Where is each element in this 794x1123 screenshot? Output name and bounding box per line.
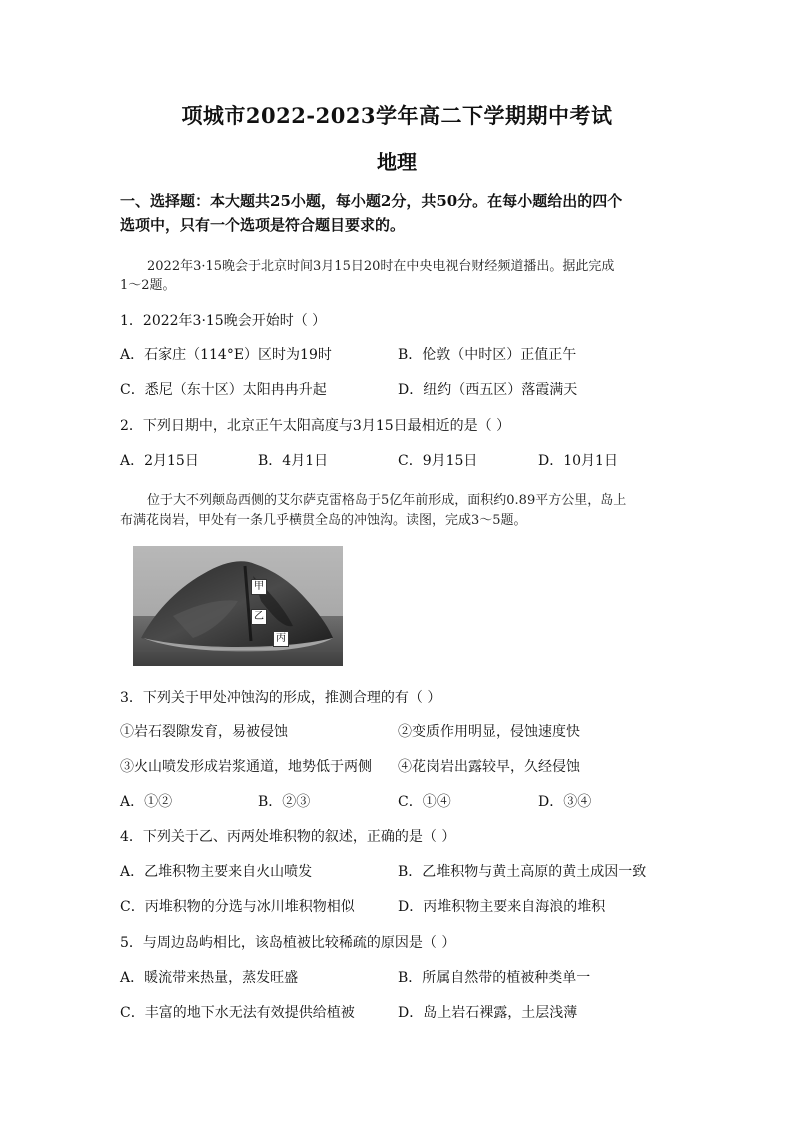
intro1-line2: 1～2题。 — [120, 278, 176, 293]
q1-option-c: C．悉尼（东十区）太阳冉冉升起 — [120, 382, 327, 398]
q5-stem: 5．与周边岛屿相比，该岛植被比较稀疏的原因是（ ） — [120, 935, 456, 951]
q3-statement-2: ②变质作用明显，侵蚀速度快 — [398, 724, 580, 740]
q1-stem: 1．2022年3·15晚会开始时（ ） — [120, 313, 327, 329]
q3-stem: 3．下列关于甲处冲蚀沟的形成，推测合理的有（ ） — [120, 690, 442, 706]
q4-option-b: B．乙堆积物与黄土高原的黄土成因一致 — [398, 864, 647, 880]
island-illustration — [133, 546, 343, 666]
q3-option-a: A．①② — [120, 794, 173, 810]
q5-option-c: C．丰富的地下水无法有效提供给植被 — [120, 1005, 355, 1021]
q2-stem: 2．下列日期中，北京正午太阳高度与3月15日最相近的是（ ） — [120, 418, 511, 434]
q3-option-c: C．①④ — [398, 794, 451, 810]
label-bing: 丙 — [273, 631, 289, 647]
section-heading-line2: 选项中，只有一个选项是符合题目要求的。 — [120, 216, 406, 234]
q3-option-d: D．③④ — [538, 794, 592, 810]
subject-title: 地理 — [377, 150, 417, 174]
intro2-line2: 布满花岗岩，甲处有一条几乎横贯全岛的冲蚀沟。读图，完成3～5题。 — [120, 513, 527, 528]
exam-title: 项城市2022-2023学年高二下学期期中考试 — [181, 103, 613, 128]
q1-option-a: A．石家庄（114°E）区时为19时 — [120, 347, 332, 363]
q4-option-d: D．丙堆积物主要来自海浪的堆积 — [398, 899, 606, 915]
q3-option-b: B．②③ — [258, 794, 311, 810]
intro2-line1: 位于大不列颠岛西侧的艾尔萨克雷格岛于5亿年前形成，面积约0.89平方公里，岛上 — [147, 493, 627, 508]
island-photo — [133, 546, 343, 666]
q5-option-a: A．暖流带来热量，蒸发旺盛 — [120, 970, 299, 986]
q5-option-b: B．所属自然带的植被种类单一 — [398, 970, 591, 986]
intro1-line1: 2022年3·15晚会于北京时间3月15日20时在中央电视台财经频道播出。据此完成 — [147, 259, 615, 274]
q1-option-d: D．纽约（西五区）落霞满天 — [398, 382, 578, 398]
q3-statement-4: ④花岗岩出露较早，久经侵蚀 — [398, 759, 580, 775]
q2-option-a: A．2月15日 — [120, 453, 199, 469]
section-heading-line1: 一、选择题：本大题共25小题，每小题2分，共50分。在每小题给出的四个 — [120, 192, 623, 210]
q2-option-c: C．9月15日 — [398, 453, 478, 469]
q2-option-b: B．4月1日 — [258, 453, 329, 469]
q2-option-d: D．10月1日 — [538, 453, 618, 469]
q4-stem: 4．下列关于乙、丙两处堆积物的叙述，正确的是（ ） — [120, 829, 456, 845]
label-jia: 甲 — [251, 579, 267, 595]
q3-statement-3: ③火山喷发形成岩浆通道，地势低于两侧 — [120, 759, 372, 775]
q1-option-b: B．伦敦（中时区）正值正午 — [398, 347, 577, 363]
q3-statement-1: ①岩石裂隙发育，易被侵蚀 — [120, 724, 288, 740]
q5-option-d: D．岛上岩石裸露，土层浅薄 — [398, 1005, 578, 1021]
label-yi: 乙 — [251, 609, 267, 625]
q4-option-c: C．丙堆积物的分选与冰川堆积物相似 — [120, 899, 355, 915]
q4-option-a: A．乙堆积物主要来自火山喷发 — [120, 864, 313, 880]
